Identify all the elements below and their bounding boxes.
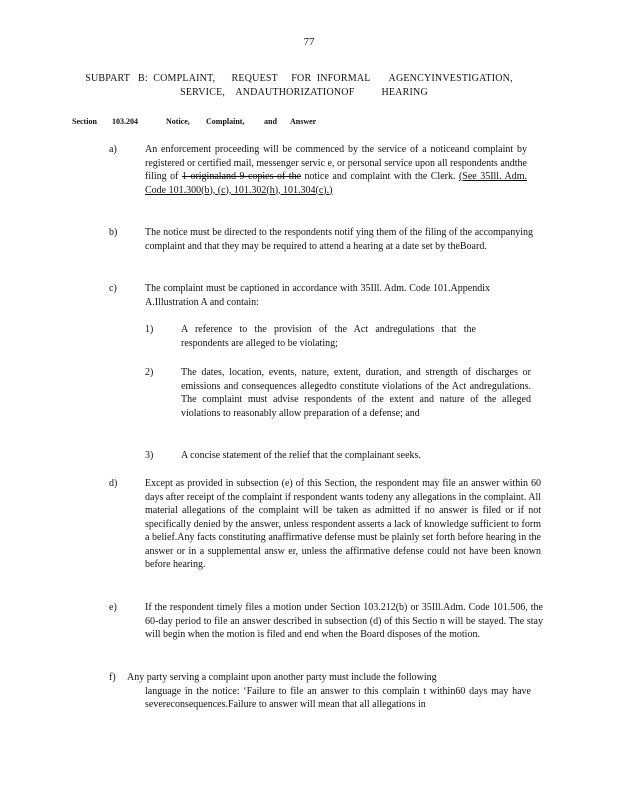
page-number: 77 bbox=[303, 36, 315, 48]
item-c1-text: A reference to the provision of the Act andregulations that the respondents are alleged to be violating; bbox=[181, 324, 476, 349]
underlined-citation: (See 35Ill. Adm. Code 101.300(b), (c), 101.302(h), 101.304(c).) bbox=[145, 171, 528, 196]
subsection-a-label: a) bbox=[109, 144, 117, 155]
subsection-d-text: Except as provided in subsection (e) of this Section, the respondent may file an answer within 60 days after receipt of the complaint if respondent wants todeny any allegations in the complaint. All material allegations of the complaint will be taken as admitted if no answer is filed or if not specifically denied by the answer, unless respondent asserts a lack of knowledge sufficient to form a belief.Any facts constituting anaffirmative defense must be plainly set forth before hearing in the answer or in a supplemental answ er, unless the affirmative defense could not have been known before hearing. bbox=[145, 478, 541, 570]
subsection-c-label: c) bbox=[109, 283, 117, 294]
subsection-c-text: The complaint must be captioned in accordance with 35Ill. Adm. Code 101.Appendix A.Illustration A and contain: bbox=[145, 283, 490, 308]
subsection-d-label: d) bbox=[109, 478, 118, 489]
item-c3-text: A concise statement of the relief that the complainant seeks. bbox=[181, 450, 421, 461]
section-label: Section bbox=[72, 117, 97, 126]
item-c2-text: The dates, location, events, nature, extent, duration, and strength of discharges or emissions and consequences allegedto constitute violations of the Act andregulations. The complaint must advise respondents of the extent and nature of the alleged violations to reasonably allow preparation of a defense; and bbox=[181, 367, 531, 419]
section-heading bbox=[72, 117, 316, 126]
subsection-f-text: language in the notice: ‘Failure to file an answer to this complain t within60 days may have severeconsequences.Failure to answer will mean that all allegations in bbox=[145, 685, 531, 710]
section-title-word: Complaint, bbox=[206, 117, 245, 126]
subpart-heading-line-1: SUBPART B: COMPLAINT, REQUEST FOR INFORMAL AGENCYINVESTIGATION, bbox=[85, 73, 513, 84]
item-c3-label: 3) bbox=[145, 450, 154, 461]
struck-text: 1 originaland 9 copies of the bbox=[181, 171, 302, 182]
subsection-b-text: The notice must be directed to the respondents notif ying them of the filing of the accompanying complaint and that they may be required to attend a hearing at a date set by theBoard. bbox=[145, 227, 533, 252]
subsection-f-label: f) bbox=[109, 672, 116, 683]
section-title-word: Notice, bbox=[166, 117, 190, 126]
subsection-e-label: e) bbox=[109, 602, 117, 613]
subpart-heading-line-2: SERVICE, ANDAUTHORIZATIONOF HEARING bbox=[180, 87, 428, 98]
subsection-b-label: b) bbox=[109, 227, 118, 238]
item-c1-label: 1) bbox=[145, 324, 154, 335]
subsection-a-text-part: notice and complaint with the Clerk. bbox=[301, 171, 459, 182]
section-title-word: and bbox=[264, 117, 277, 126]
section-number: 103.204 bbox=[112, 117, 138, 126]
subsection-f-text-first: Any party serving a complaint upon another party must include the following bbox=[127, 672, 437, 683]
subsection-a-text bbox=[145, 143, 527, 197]
item-c2-label: 2) bbox=[145, 367, 154, 378]
subpart-heading bbox=[84, 72, 514, 100]
subsection-e-text: If the respondent timely files a motion under Section 103.212(b) or 35Ill.Adm. Code 101.506, the 60-day period to file an answer described in subsection (d) of this Sectio n will be stayed. The stay will begin when the motion is filed and end when the Board disposes of the motion. bbox=[145, 602, 543, 640]
section-title-word: Answer bbox=[290, 117, 317, 126]
subsection-a-text-part: An enforcement proceeding will be commenced by the service of a noticeand complaint by registered or certified mail, messenger servic e, or personal service upon all respondents andthe filing of bbox=[145, 144, 527, 182]
